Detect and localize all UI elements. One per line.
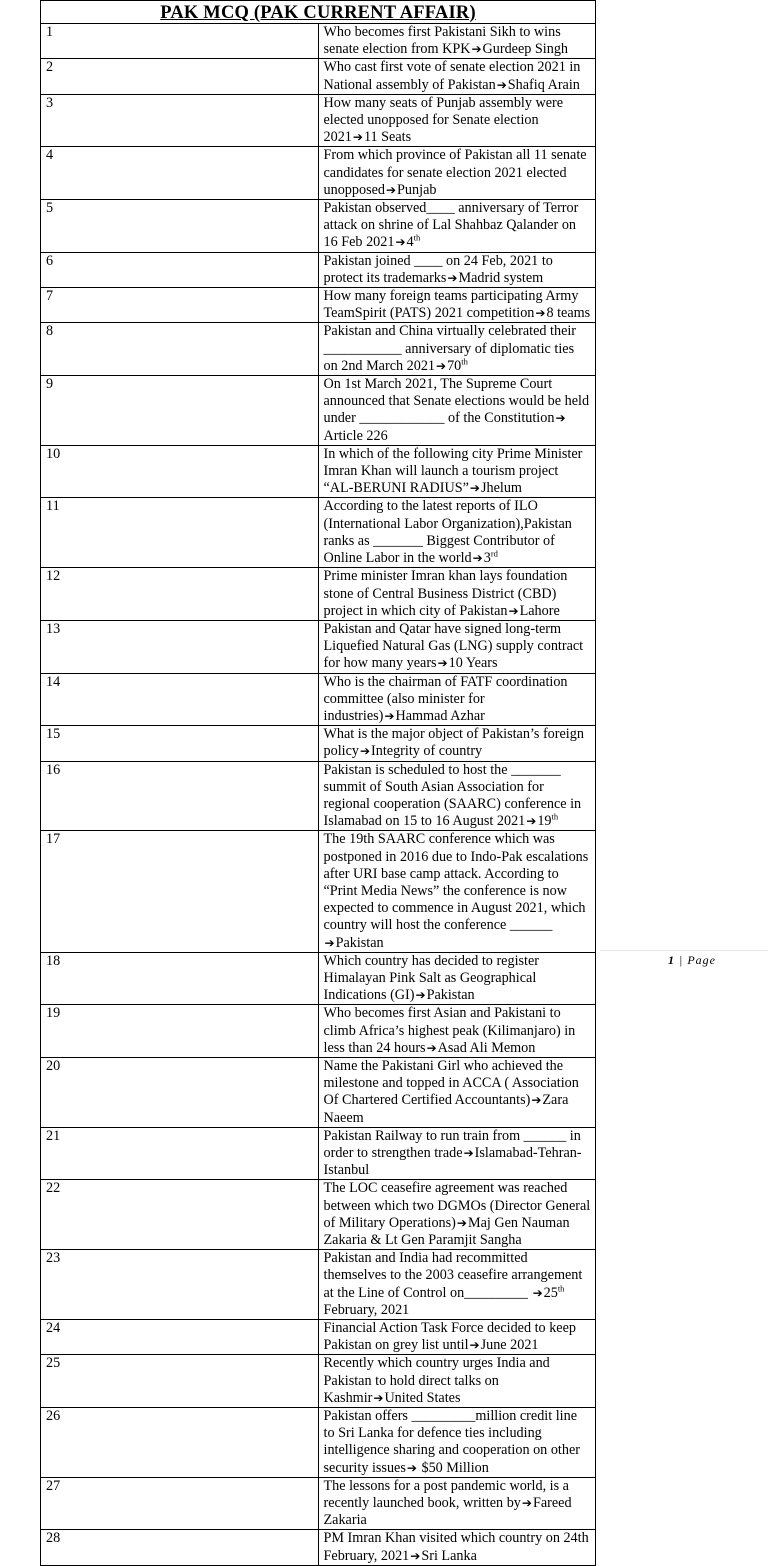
question-text: Pakistan joined ____ on 24 Feb, 2021 to protect its trademarks <box>323 252 553 286</box>
ordinal-suffix: th <box>557 1282 565 1293</box>
question-row <box>41 673 596 726</box>
ordinal-suffix: th <box>551 811 559 822</box>
question-text: Financial Action Task Force decided to keep Pakistan on grey list until <box>323 1320 576 1354</box>
answer-text: 25 <box>543 1284 558 1301</box>
question-row <box>41 252 596 287</box>
answer-text: Fareed Zakaria <box>323 1495 572 1529</box>
arrow-icon: ➔ <box>521 1496 532 1511</box>
question-row <box>41 376 596 446</box>
answer-text: Shafiq Arain <box>507 76 580 93</box>
question-row <box>41 1250 596 1320</box>
question-cell <box>318 1477 596 1530</box>
arrow-icon: ➔ <box>526 814 537 829</box>
question-text: The 19th SAARC conference which was postponed in 2016 due to Indo-Pak escalations after URI base camp attack. According to “Print Media News” the conference is now expected to commence in August 2021, which country will host the conference ______ <box>323 831 589 934</box>
question-number: 4 <box>41 147 319 200</box>
answer-text: Madrid system <box>458 269 544 286</box>
arrow-icon: ➔ <box>469 481 480 496</box>
question-number: 16 <box>41 761 319 831</box>
arrow-icon: ➔ <box>471 42 482 57</box>
arrow-icon: ➔ <box>359 744 371 759</box>
question-cell <box>318 376 596 446</box>
question-row <box>41 59 596 94</box>
question-number: 2 <box>41 59 319 94</box>
answer-text: Sri Lanka <box>421 1547 477 1564</box>
arrow-icon: ➔ <box>447 270 458 285</box>
question-row <box>41 24 596 59</box>
question-row <box>41 323 596 376</box>
answer-text: 4 <box>406 234 414 251</box>
question-text: What is the major object of Pakistan’s foreign policy <box>323 726 584 760</box>
answer-text: 10 Years <box>448 655 498 672</box>
question-cell <box>318 288 596 323</box>
question-row <box>41 445 596 498</box>
question-cell <box>318 94 596 147</box>
question-number: 28 <box>41 1530 319 1565</box>
answer-text: June 2021 <box>480 1337 539 1354</box>
question-cell <box>318 1408 596 1478</box>
arrow-icon: ➔ <box>472 551 483 566</box>
answer-text: Hammad Azhar <box>395 707 485 724</box>
question-number: 13 <box>41 620 319 673</box>
arrow-icon: ➔ <box>385 182 397 197</box>
question-number: 5 <box>41 200 319 253</box>
answer-text: Pakistan <box>426 987 475 1004</box>
question-text: Who is the chairman of FATF coordination committee (also minister for industries) <box>323 673 568 724</box>
question-text: The lessons for a post pandemic world, is a recently launched book, written by <box>323 1477 569 1512</box>
question-text: According to the latest reports of ILO (International Labor Organization),Pakistan ranks as _______ Biggest Contributor of Online Labor in the world <box>323 498 572 567</box>
answer-text: Lahore <box>519 602 560 619</box>
arrow-icon: ➔ <box>535 306 546 321</box>
question-cell <box>318 726 596 761</box>
answer-text: Jhelum <box>480 480 522 497</box>
arrow-icon: ➔ <box>469 1338 480 1353</box>
answer-text: Pakistan <box>335 934 384 951</box>
answer-text: United States <box>384 1389 461 1406</box>
question-text: From which province of Pakistan all 11 senate candidates for senate election 2021 elected unopposed <box>323 147 587 198</box>
question-number: 14 <box>41 673 319 726</box>
question-cell <box>318 200 596 253</box>
title-row <box>41 1 596 24</box>
question-cell <box>318 1530 596 1565</box>
question-number: 1 <box>41 24 319 59</box>
question-number: 24 <box>41 1320 319 1355</box>
question-text: Who becomes first Pakistani Sikh to wins senate election from KPK <box>323 24 561 58</box>
question-cell <box>318 1057 596 1127</box>
question-row <box>41 1127 596 1180</box>
question-cell <box>318 498 596 568</box>
question-number: 3 <box>41 94 319 147</box>
question-number: 19 <box>41 1005 319 1058</box>
question-cell <box>318 147 596 200</box>
question-text: Pakistan observed____ anniversary of Terror attack on shrine of Lal Shahbaz Qalander on 16 Feb 2021 <box>323 200 579 251</box>
question-row <box>41 94 596 147</box>
arrow-icon: ➔ <box>496 77 507 92</box>
arrow-icon: ➔ <box>426 1040 437 1055</box>
page-number: 1 <box>668 953 675 967</box>
arrow-icon: ➔ <box>373 1390 384 1405</box>
page-footer <box>668 953 716 968</box>
question-text: Which country has decided to register Himalayan Pink Salt as Geographical Indications (GI) <box>323 952 539 1004</box>
question-row <box>41 147 596 200</box>
question-text: Prime minister Imran khan lays foundation stone of Central Business District (CBD) project in which city of Pakistan <box>323 568 568 619</box>
question-number: 23 <box>41 1250 319 1320</box>
question-row <box>41 1057 596 1127</box>
answer-text: $50 Million <box>417 1459 489 1476</box>
answer-text: 11 Seats <box>363 129 412 146</box>
answer-text: Gurdeep Singh <box>482 41 569 58</box>
question-cell <box>318 761 596 831</box>
question-number: 10 <box>41 445 319 498</box>
answer-text: Article 226 <box>323 427 388 444</box>
arrow-icon: ➔ <box>410 1548 421 1563</box>
arrow-icon: ➔ <box>395 235 406 250</box>
question-cell <box>318 1320 596 1355</box>
question-row <box>41 1180 596 1250</box>
answer-text: Integrity of country <box>371 743 483 760</box>
question-cell <box>318 673 596 726</box>
question-number: 11 <box>41 498 319 568</box>
question-row <box>41 498 596 568</box>
question-number: 22 <box>41 1180 319 1250</box>
ordinal-suffix: th <box>461 356 468 367</box>
ordinal-suffix: th <box>413 232 421 243</box>
question-cell <box>318 1180 596 1250</box>
ordinal-suffix: rd <box>490 548 498 559</box>
question-number: 8 <box>41 323 319 376</box>
arrow-icon: ➔ <box>532 1285 543 1300</box>
arrow-icon: ➔ <box>384 708 395 723</box>
document-page <box>40 0 596 1566</box>
question-text: Name the Pakistani Girl who achieved the milestone and topped in ACCA ( Association Of Chartered Certified Accountants) <box>323 1057 579 1109</box>
question-cell <box>318 24 596 59</box>
answer-text: 19 <box>537 813 552 830</box>
answer-text: 8 teams <box>546 305 591 322</box>
arrow-icon: ➔ <box>437 656 448 671</box>
arrow-icon: ➔ <box>456 1215 467 1230</box>
answer-text: Asad Ali Memon <box>437 1039 536 1056</box>
answer-continuation: February, 2021 <box>323 1301 410 1318</box>
question-text: Pakistan and India had recommitted themselves to the 2003 ceasefire arrangement at the Line of Control on_________ <box>323 1250 583 1301</box>
arrow-icon: ➔ <box>352 130 363 145</box>
arrow-icon: ➔ <box>463 1146 474 1160</box>
question-cell <box>318 952 596 1005</box>
question-text: How many seats of Punjab assembly were elected unopposed for Senate election 2021 <box>323 94 564 146</box>
question-row <box>41 1005 596 1058</box>
question-text: Pakistan and Qatar have signed long-term Liquefied Natural Gas (LNG) supply contract for how many years <box>323 620 584 672</box>
question-cell <box>318 252 596 287</box>
question-cell <box>318 445 596 498</box>
question-cell <box>318 831 596 952</box>
question-cell <box>318 59 596 94</box>
question-text: The LOC ceasefire agreement was reached between which two DGMOs (Director General of Military Operations) <box>323 1180 591 1231</box>
footer-page-label: Page <box>687 953 716 967</box>
question-row <box>41 726 596 761</box>
question-text: PM Imran Khan visited which country on 24th February, 2021 <box>323 1530 589 1564</box>
question-cell <box>318 620 596 673</box>
question-row <box>41 831 596 952</box>
question-text: Recently which country urges India and Pakistan to hold direct talks on Kashmir <box>323 1355 550 1406</box>
page-title: PAK MCQ (PAK CURRENT AFFAIR) <box>41 1 596 24</box>
question-text: Pakistan offers _________million credit line to Sri Lanka for defence ties including intelligence sharing and cooperation on other security issues <box>323 1408 580 1476</box>
question-cell <box>318 568 596 621</box>
arrow-icon: ➔ <box>508 603 519 618</box>
arrow-icon: ➔ <box>531 1093 542 1108</box>
question-cell <box>318 1250 596 1320</box>
question-row <box>41 1320 596 1355</box>
question-number: 21 <box>41 1127 319 1180</box>
question-text: Pakistan and China virtually celebrated their ___________ anniversary of diplomatic ties on 2nd March 2021 <box>323 323 577 374</box>
answer-text: 70 <box>447 357 462 374</box>
answer-text: Punjab <box>397 181 437 198</box>
question-cell <box>318 1005 596 1058</box>
answer-text: Maj Gen Nauman Zakaria & Lt Gen Paramjit Sangha <box>323 1214 570 1249</box>
question-row <box>41 620 596 673</box>
question-number: 12 <box>41 568 319 621</box>
question-row <box>41 288 596 323</box>
question-cell <box>318 323 596 376</box>
question-cell <box>318 1355 596 1408</box>
question-row <box>41 761 596 831</box>
question-row <box>41 200 596 253</box>
question-row <box>41 1530 596 1565</box>
question-row <box>41 952 596 1005</box>
footer-divider <box>600 950 768 951</box>
answer-text: Islamabad-Tehran-Istanbul <box>323 1145 582 1179</box>
answer-text: 3 <box>483 550 491 567</box>
answer-text: Zara Naeem <box>323 1092 569 1126</box>
arrow-icon: ➔ <box>415 988 426 1003</box>
arrow-icon: ➔ <box>436 358 447 373</box>
question-text: Pakistan Railway to run train from ______ in order to strengthen trade <box>323 1127 581 1161</box>
question-row <box>41 1355 596 1408</box>
question-row <box>41 1408 596 1478</box>
question-text: How many foreign teams participating Army TeamSpirit (PATS) 2021 competition <box>323 288 579 322</box>
question-text: Who becomes first Asian and Pakistani to climb Africa’s highest peak (Kilimanjaro) in less than 24 hours <box>323 1005 576 1056</box>
question-number: 20 <box>41 1057 319 1127</box>
question-cell <box>318 1127 596 1180</box>
question-text: On 1st March 2021, The Supreme Court announced that Senate elections would be held under ____________ of the Constitution <box>323 376 590 427</box>
question-text: Pakistan is scheduled to host the _______ summit of South Asian Association for regional cooperation (SAARC) conference in Islamabad on 15 to 16 August 2021 <box>323 761 582 830</box>
question-number: 26 <box>41 1408 319 1478</box>
arrow-icon: ➔ <box>555 411 566 426</box>
question-number: 27 <box>41 1477 319 1530</box>
question-row <box>41 568 596 621</box>
question-number: 15 <box>41 726 319 761</box>
question-number: 9 <box>41 376 319 446</box>
question-text: In which of the following city Prime Minister Imran Khan will launch a tourism project “AL-BERUNI RADIUS” <box>323 445 583 497</box>
question-number: 7 <box>41 288 319 323</box>
footer-separator: | <box>679 953 684 967</box>
question-number: 25 <box>41 1355 319 1408</box>
mcq-table <box>40 0 596 1566</box>
question-number: 17 <box>41 831 319 952</box>
question-text: Who cast first vote of senate election 2021 in National assembly of Pakistan <box>323 59 581 93</box>
question-number: 6 <box>41 252 319 287</box>
question-number: 18 <box>41 952 319 1005</box>
arrow-icon: ➔ <box>406 1460 417 1475</box>
question-row <box>41 1477 596 1530</box>
arrow-icon: ➔ <box>324 935 335 950</box>
